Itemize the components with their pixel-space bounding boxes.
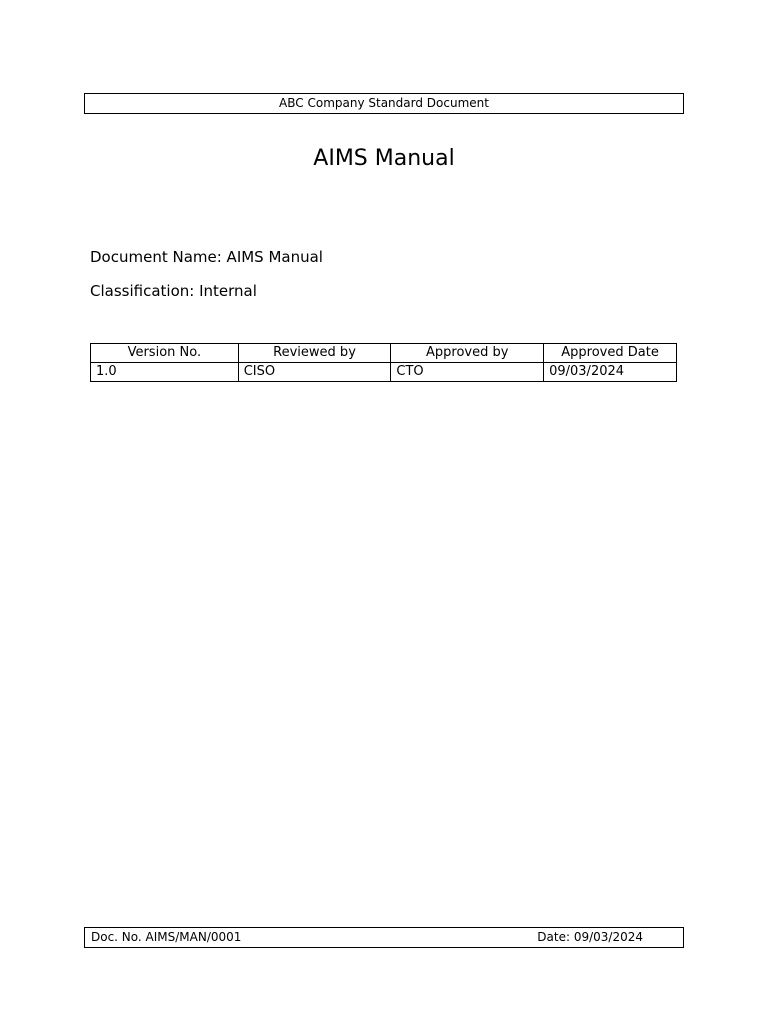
cell-reviewed-by: CISO [238,363,391,382]
table-row [91,363,677,382]
column-header-reviewed-by: Reviewed by [238,344,391,363]
cell-approved-date: 09/03/2024 [544,363,677,382]
page-title: AIMS Manual [313,146,455,171]
classification: Classification: Internal [90,282,257,300]
document-footer [84,927,684,948]
table-header-row [91,344,677,363]
document-name: Document Name: AIMS Manual [90,248,323,266]
footer-date: Date: 09/03/2024 [537,930,643,944]
cell-version: 1.0 [91,363,239,382]
document-header [84,93,684,114]
column-header-approved-by: Approved by [391,344,544,363]
footer-doc-number: Doc. No. AIMS/MAN/0001 [91,930,242,944]
cell-approved-by: CTO [391,363,544,382]
column-header-version: Version No. [91,344,239,363]
version-table [90,343,677,382]
header-text: ABC Company Standard Document [279,96,489,110]
column-header-approved-date: Approved Date [544,344,677,363]
